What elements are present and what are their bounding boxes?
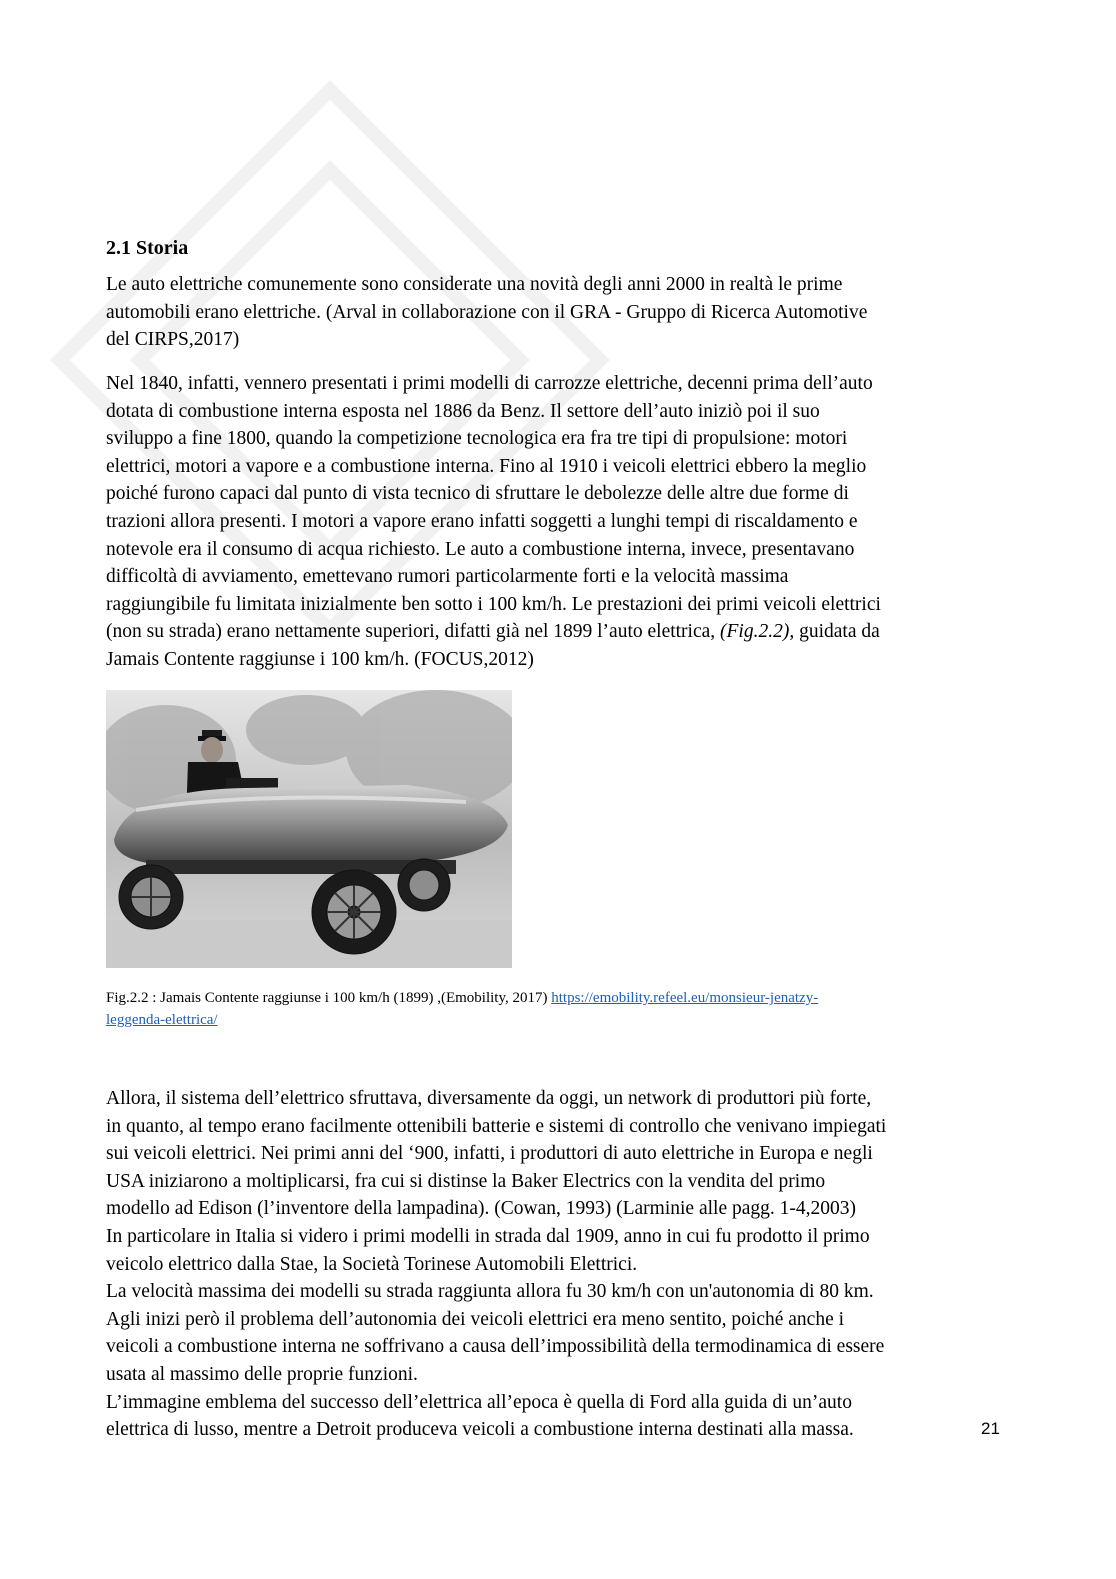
caption-text: Fig.2.2 : Jamais Contente raggiunse i 100 km/h (1899) ,(Emobility, 2017) [106, 990, 552, 1006]
text-line: trazioni allora presenti. I motori a vapore erano infatti soggetti a lunghi tempi di riscaldamento e [106, 510, 858, 532]
figure-reference: (Fig.2.2), [720, 621, 795, 643]
text-segment: guidata da [794, 621, 880, 643]
text-line: modello ad Edison (l’inventore della lampadina). (Cowan, 1993) (Larminie alle pagg. 1-4,2003) [106, 1198, 856, 1220]
source-link-continued[interactable]: leggenda-elettrica/ [106, 1012, 218, 1028]
text-line: Nel 1840, infatti, vennero presentati i primi modelli di carrozze elettriche, decenni prima dell’auto [106, 373, 873, 394]
text-line: veicolo elettrico dalla Stae, la Società Torinese Automobili Elettrici. [106, 1253, 638, 1275]
paragraph-intro [106, 271, 1011, 354]
section-heading: 2.1 Storia [106, 237, 189, 259]
text-line [106, 618, 1011, 646]
paragraph-history [106, 370, 1011, 674]
text-line: veicoli a combustione interna ne soffrivano a causa dell’impossibilità della termodinamica di essere [106, 1336, 885, 1358]
text-line: usata al massimo delle proprie funzioni. [106, 1363, 418, 1385]
text-line: del CIRPS,2017) [106, 329, 240, 351]
text-line: Le auto elettriche comunemente sono considerate una novità degli anni 2000 in realtà le prime [106, 274, 843, 295]
text-line: raggiungibile fu limitata inizialmente ben sotto i 100 km/h. Le prestazioni dei primi veicoli elettrici [106, 593, 881, 615]
text-line: Jamais Contente raggiunse i 100 km/h. (FOCUS,2012) [106, 648, 534, 670]
text-line: dotata di combustione interna esposta nel 1886 da Benz. Il settore dell’auto iniziò poi il suo [106, 400, 820, 422]
text-segment: (non su strada) erano nettamente superiori, difatti già nel 1899 l’auto elettrica, [106, 621, 721, 643]
text-line: automobili erano elettriche. (Arval in collaborazione con il GRA - Gruppo di Ricerca Automotive [106, 301, 868, 323]
text-line: Allora, il sistema dell’elettrico sfruttava, diversamente da oggi, un network di produttori più forte, [106, 1088, 872, 1109]
text-line: sui veicoli elettrici. Nei primi anni del ‘900, infatti, i produttori di auto elettriche in Europa e negli [106, 1143, 873, 1165]
text-line: notevole era il consumo di acqua richiesto. Le auto a combustione interna, invece, presentavano [106, 538, 855, 560]
source-link[interactable]: https://emobility.refeel.eu/monsieur-jenatzy- [551, 990, 819, 1006]
historical-car-photo [106, 690, 512, 968]
text-line: L’immagine emblema del successo dell’elettrica all’epoca è quella di Ford alla guida di un’auto [106, 1391, 852, 1413]
text-line: sviluppo a fine 1800, quando la competizione tecnologica era fra tre tipi di propulsione: motori [106, 428, 848, 450]
text-line: elettrici, motori a vapore e a combustione interna. Fino al 1910 i veicoli elettrici ebbero la meglio [106, 455, 867, 477]
text-line: elettrica di lusso, mentre a Detroit produceva veicoli a combustione interna destinati alla massa. [106, 1419, 854, 1441]
text-line: Agli inizi però il problema dell’autonomia dei veicoli elettrici era meno sentito, poiché anche i [106, 1308, 845, 1330]
text-line: in quanto, al tempo erano facilmente ottenibili batterie e sistemi di controllo che venivano impiegati [106, 1115, 887, 1137]
paragraph-network [106, 1085, 1011, 1444]
text-line: poiché furono capaci dal punto di vista tecnico di sfruttare le debolezze delle altre due forme di [106, 483, 849, 505]
page-number: 21 [981, 1419, 1000, 1438]
text-line: La velocità massima dei modelli su strada raggiunta allora fu 30 km/h con un'autonomia di 80 km. [106, 1281, 874, 1303]
text-line: USA iniziarono a moltiplicarsi, fra cui si distinse la Baker Electrics con la vendita del primo [106, 1170, 826, 1192]
text-line: difficoltà di avviamento, emettevano rumori particolarmente forti e la velocità massima [106, 566, 789, 588]
figure-caption [106, 987, 1011, 1031]
text-line: In particolare in Italia si videro i primi modelli in strada dal 1909, anno in cui fu prodotto il primo [106, 1225, 870, 1247]
